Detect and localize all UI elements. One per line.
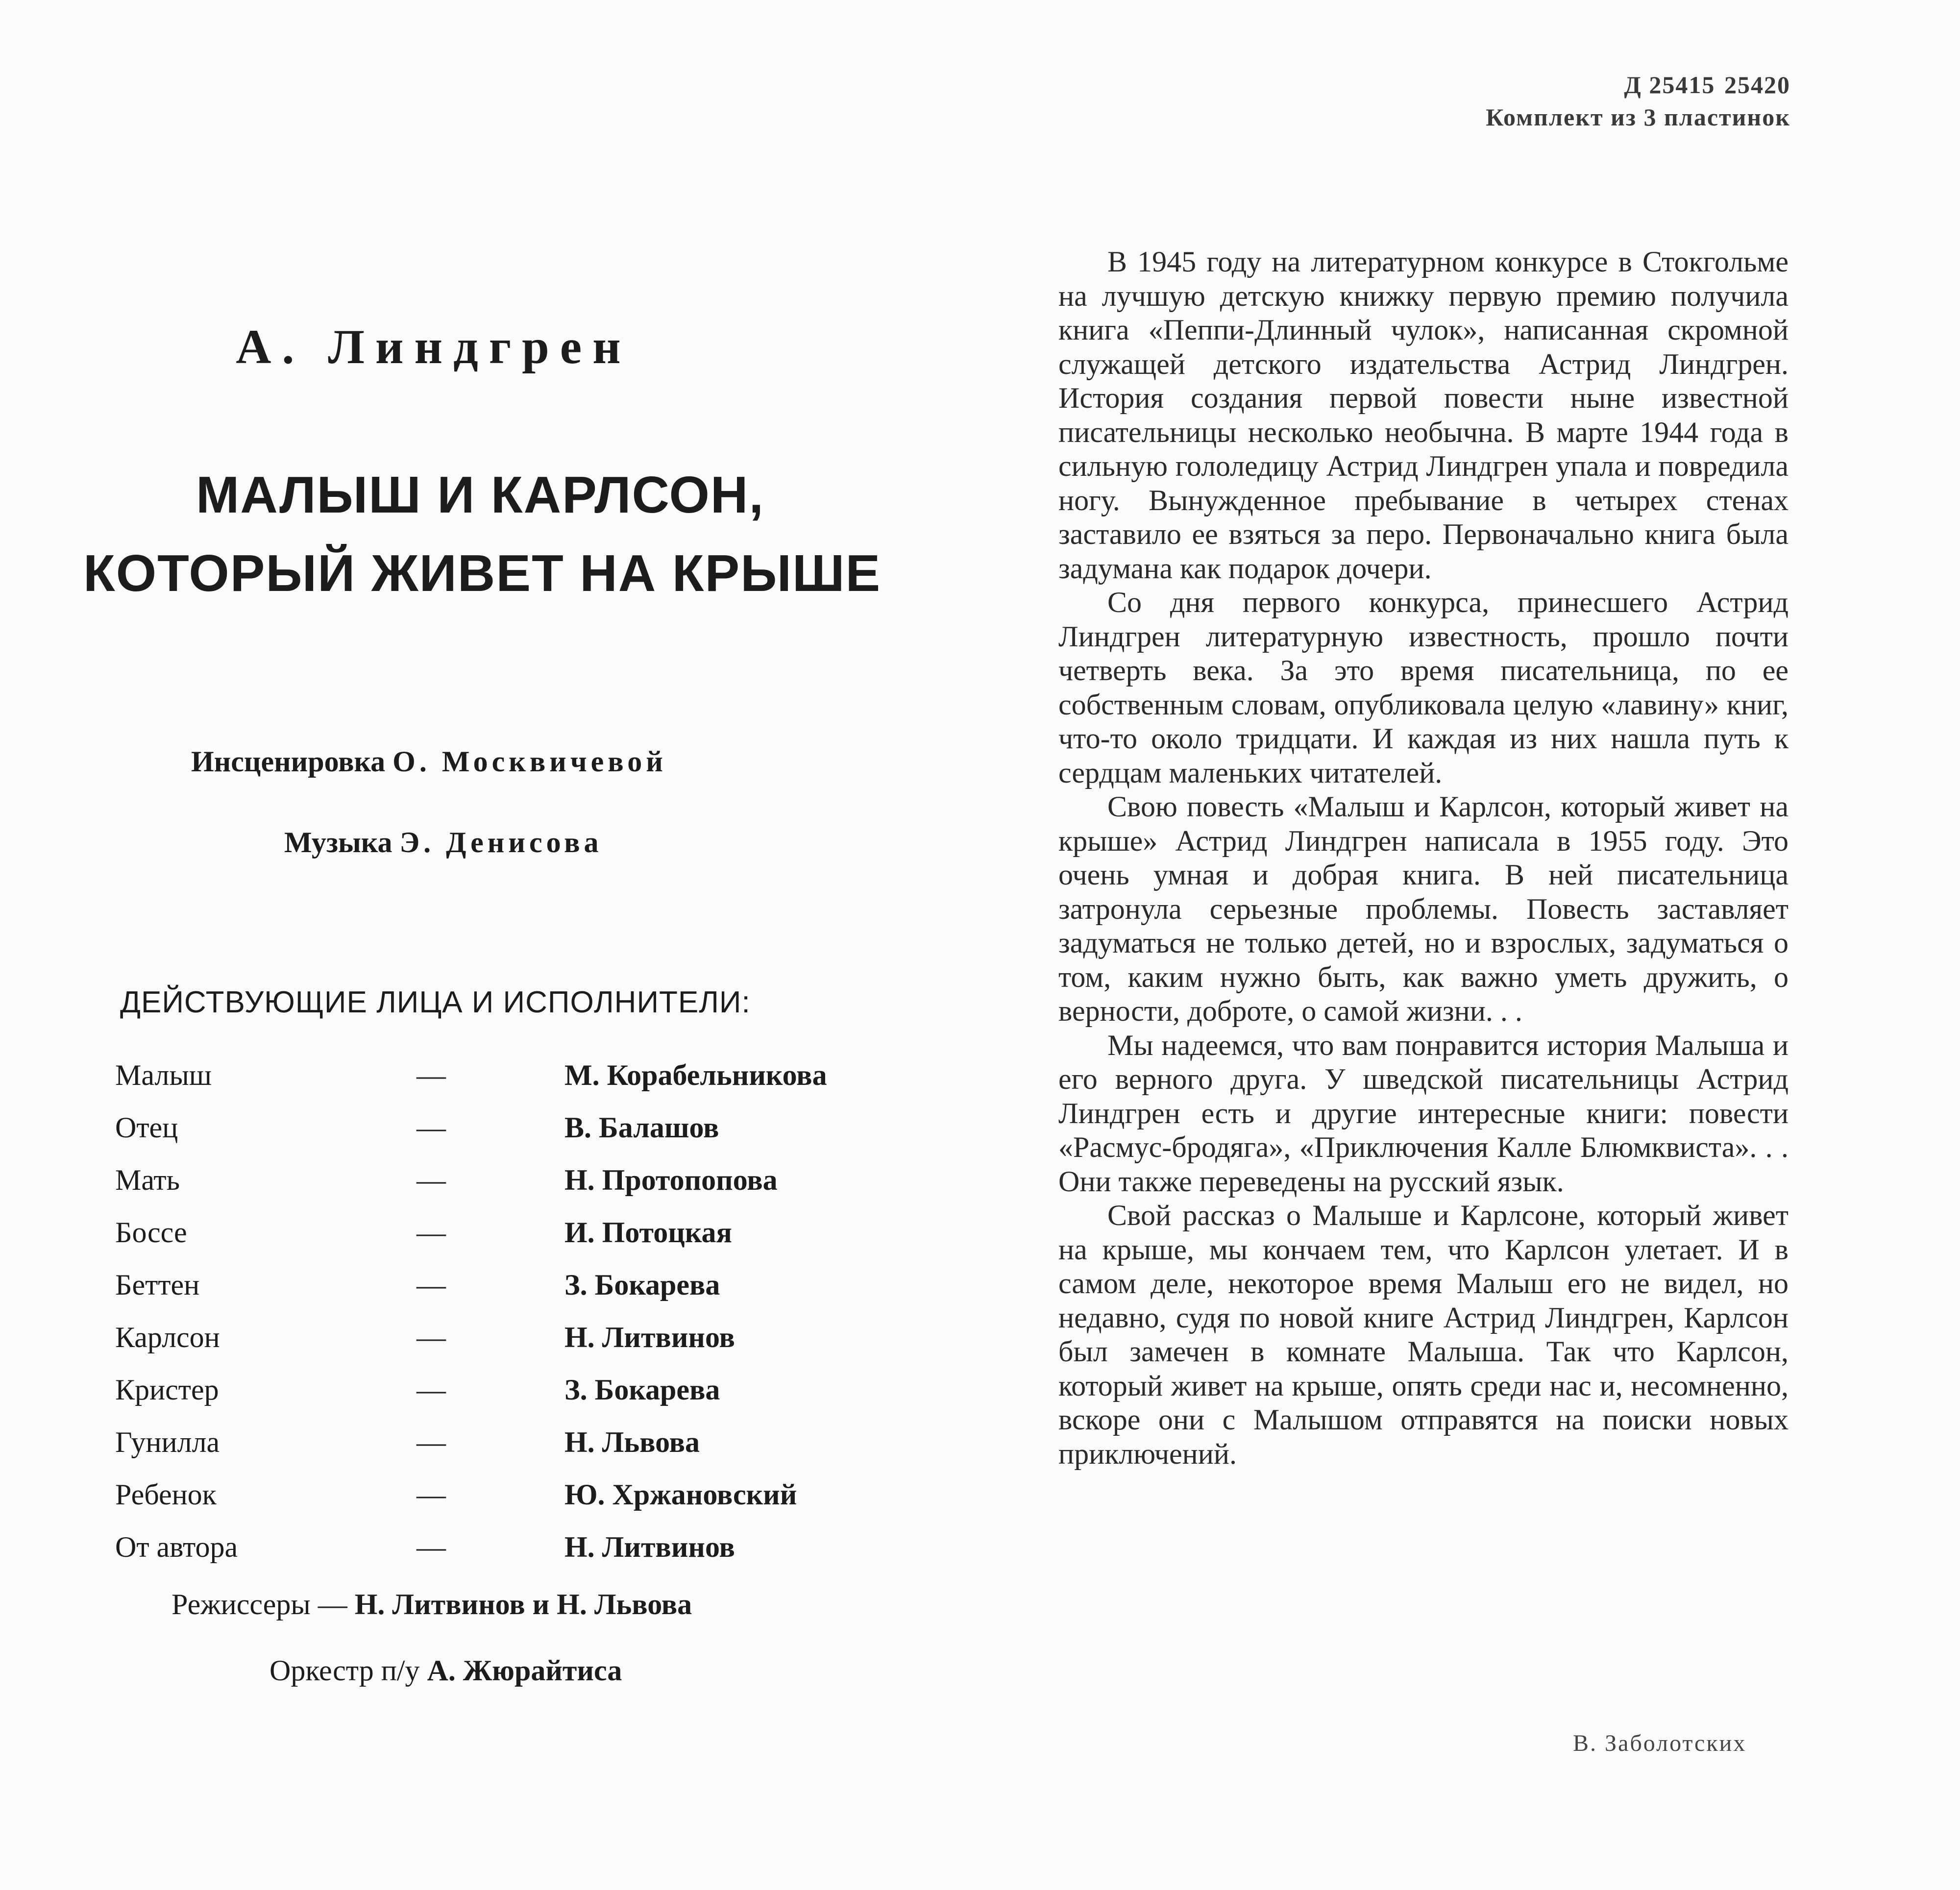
cast-dash: — [416,1059,446,1091]
article-text [1058,245,1788,1471]
orchestra-name: А. Жюрайтиса [427,1654,622,1687]
cast-actor: В. Балашов [564,1111,719,1144]
cast-actor: Ю. Хржановский [564,1478,797,1511]
cast-heading: ДЕЙСТВУЮЩИЕ ЛИЦА И ИСПОЛНИТЕЛИ: [120,985,751,1019]
cast-actor: И. Потоцкая [564,1216,732,1249]
catalog-number: Д 25415 25420 [1624,71,1790,98]
cast-role: Боссе [115,1216,187,1249]
directors-names: Н. Литвинов и Н. Львова [354,1588,692,1620]
cast-dash: — [416,1374,446,1406]
title-line-1: МАЛЫШ И КАРЛСОН, [196,466,764,524]
adaptation-credit [191,745,667,779]
cast-row [115,1216,948,1268]
title-line-2: КОТОРЫЙ ЖИВЕТ НА КРЫШЕ [83,544,882,602]
cast-actor: Н. Литвинов [564,1531,735,1563]
cast-role: Кристер [115,1374,219,1406]
cast-row [115,1425,948,1478]
cast-role: Гунилла [115,1426,220,1458]
catalog-info [1486,69,1790,133]
directors-label: Режиссеры — [172,1588,347,1620]
cast-row [115,1373,948,1425]
article-paragraph: Свою повесть «Малыш и Карлсон, который живет на крыше» Астрид Линдгрен написала в 1955 году. Это очень умная и добрая книга. В ней писательница затронула серьезные проблемы. Повесть заставляет задуматься не только детей, но и взрослых, задуматься о том, каким нужно быть, как важно уметь дружить, о верности, доброте, о самой жизни. . . [1058,790,1788,1027]
orchestra-credit [270,1654,622,1688]
cast-role: Отец [115,1111,178,1144]
adaptation-name: О. Москвичевой [392,745,667,778]
cast-list [115,1058,948,1583]
cast-actor: Н. Протопопова [564,1164,778,1196]
cast-dash: — [416,1269,446,1301]
cast-role: От автора [115,1531,238,1563]
cast-dash: — [416,1478,446,1511]
cast-row [115,1163,948,1216]
cast-actor: З. Бокарева [564,1374,720,1406]
cast-row [115,1111,948,1163]
cast-actor: М. Корабельникова [564,1059,827,1091]
cast-role: Мать [115,1164,180,1196]
directors-credit [172,1588,692,1621]
cast-row [115,1321,948,1373]
page-title [74,456,1004,613]
cast-actor: Н. Львова [564,1426,700,1458]
article-paragraph: Со дня первого конкурса, принесшего Астрид Линдгрен литературную известность, прошло почти четверть века. За это время писательница, по ее собственным словам, опубликовала целую «лавину» книг, что-то около тридцати. И каждая из них нашла путь к сердцам маленьких читателей. [1058,586,1788,789]
cast-dash: — [416,1164,446,1196]
cast-role: Малыш [115,1059,212,1091]
cast-role: Ребенок [115,1478,217,1511]
cast-dash: — [416,1426,446,1458]
music-label: Музыка [284,826,392,859]
cast-dash: — [416,1111,446,1144]
cast-row [115,1478,948,1530]
cast-actor: З. Бокарева [564,1269,720,1301]
cast-role: Карлсон [115,1321,220,1353]
author-name: А. Линдгрен [236,319,632,374]
cast-row [115,1530,948,1583]
cast-row [115,1058,948,1111]
cast-dash: — [416,1321,446,1353]
cast-role: Беттен [115,1269,200,1301]
music-name: Э. Денисова [399,826,603,859]
article-paragraph: В 1945 году на литературном конкурсе в Стокгольме на лучшую детскую книжку первую премию получила книга «Пеппи-Длинный чулок», написанная скромной служащей детского издательства Астрид Линдгрен. История создания первой повести ныне известной писательницы несколько необычна. В марте 1944 года в сильную гололедицу Астрид Линдгрен упала и повредила ногу. Вынужденное пребывание в четырех стенах заставило ее взяться за перо. Первоначально книга была задумана как подарок дочери. [1058,245,1788,585]
cast-dash: — [416,1216,446,1249]
music-credit [284,826,602,859]
cast-dash: — [416,1531,446,1563]
adaptation-label: Инсценировка [191,745,386,778]
cast-row [115,1268,948,1321]
article-paragraph: Свой рассказ о Малыше и Карлсоне, который живет на крыше, мы кончаем тем, что Карлсон улетает. И в самом деле, некоторое время Малыш его не видел, но недавно, судя по новой книге Астрид Линдгрен, Карлсон был замечен в комнате Малыша. Так что Карлсон, который живет на крыше, опять среди нас и, несомненно, вскоре они с Малышом отправятся на поиски новых приключений. [1058,1199,1788,1470]
orchestra-label: Оркестр п/у [270,1654,420,1687]
catalog-set: Комплект из 3 пластинок [1486,103,1790,131]
signature: В. Заболотских [1573,1730,1747,1756]
cast-actor: Н. Литвинов [564,1321,735,1353]
article-paragraph: Мы надеемся, что вам понравится история Малыша и его верного друга. У шведской писательницы Астрид Линдгрен есть и другие интересные книги: повести «Расмус-бродяга», «Приключения Калле Блюмквиста». . . Они также переведены на русский язык. [1058,1029,1788,1198]
